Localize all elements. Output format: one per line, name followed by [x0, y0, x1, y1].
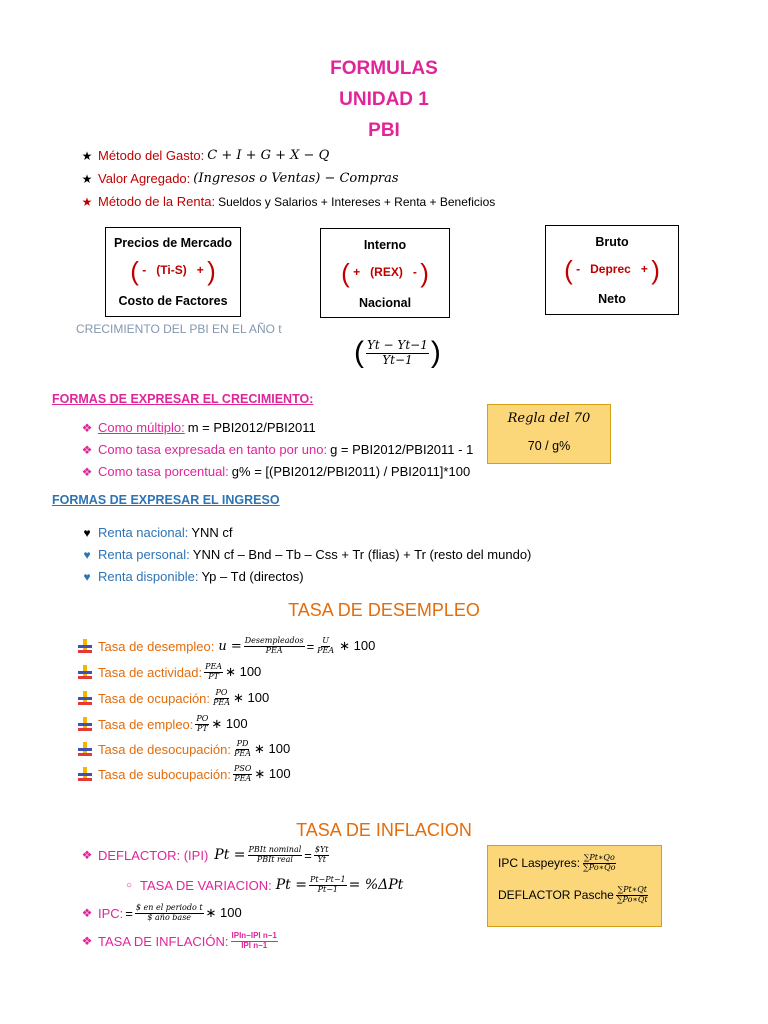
desempleo-item: Tasa de desempleo: u = $\frac{\text{Desempleados}}{\text{PEA}}$ = $\frac{U}{\text{PEA}}$ ∗ 100 — [74, 637, 375, 656]
desempleo-item: Tasa de empleo: $\frac{PO}{PT}$ ∗ 100 — [74, 715, 248, 734]
box-top-label: Precios de Mercado — [113, 236, 233, 250]
arc-left-icon: ( — [130, 256, 139, 286]
heart-icon: ♥ — [83, 547, 91, 562]
pushpin-icon — [78, 665, 92, 679]
star-icon: ★ — [81, 194, 93, 209]
desempleo-item: Tasa de desocupación: $\frac{PD}{\text{PEA}}$ ∗ 100 — [74, 740, 290, 759]
box-bottom-label: Neto — [598, 292, 626, 306]
tasa-inflacion-line: ❖ TASA DE INFLACIÓN: $\frac{\text{IPIn−IPI n−1}}{\text{IPI n−1}}$ — [76, 932, 280, 951]
desempleo-item: Tasa de actividad: $\frac{\text{PEA}}{PT}$ ∗ 100 — [74, 663, 261, 682]
box-middle: ( - Deprec + ) — [564, 255, 660, 285]
star-icon: ★ — [81, 148, 93, 163]
formas-crecimiento-heading: FORMAS DE EXPRESAR EL CRECIMIENTO: — [52, 392, 314, 406]
crecimiento-fraction: $\frac{Yt - Yt-1}{Yt-1}$ — [367, 338, 428, 367]
title-formulas: FORMULAS — [330, 58, 438, 79]
method-formula: (Ingresos o Ventas) − Compras — [193, 171, 399, 186]
diamond-icon: ❖ — [81, 464, 93, 479]
pushpin-icon — [78, 742, 92, 756]
heart-icon: ♥ — [83, 569, 91, 584]
paasche-line: DEFLACTOR Pasche $\frac{\sum Pt∗Qt}{\sum Po∗Qt}$ — [498, 885, 648, 904]
method-gasto — [76, 148, 329, 163]
method-formula: Sueldos y Salarios + Intereses + Renta + Beneficios — [218, 194, 496, 209]
box-top-label: Bruto — [595, 235, 629, 249]
box-bruto-neto — [545, 225, 679, 315]
arc-left-icon: ( — [341, 258, 350, 288]
ingreso-item: ♥ Renta personal: YNN cf – Bnd – Tb – Css + Tr (flias) + Tr (resto del mundo) — [76, 547, 531, 562]
box-bottom-label: Nacional — [358, 296, 412, 310]
method-formula: C + I + G + X − Q — [207, 148, 330, 163]
ingreso-item: ♥ Renta disponible: Yp – Td (directos) — [76, 569, 304, 584]
laspeyres-line: IPC Laspeyres: $\frac{\sum Pt∗Qo}{\sum Po∗Qo}$ — [498, 853, 616, 872]
variacion-line: ○ TASA DE VARIACION: Pt = $\frac{Pt-Pt-1}{Pt-1}$ = %ΔPt — [118, 876, 403, 895]
box-top-label: Interno — [363, 238, 407, 252]
method-label: Método del Gasto: — [98, 148, 205, 163]
diamond-icon: ❖ — [81, 906, 93, 921]
arc-left-icon: ( — [564, 255, 573, 285]
method-label: Método de la Renta: — [98, 194, 216, 209]
circle-bullet-icon: ○ — [125, 879, 133, 891]
box-interno-nacional — [320, 228, 450, 318]
formas-ingreso-heading: FORMAS DE EXPRESAR EL INGRESO — [52, 493, 280, 507]
star-icon: ★ — [81, 171, 93, 186]
diamond-icon: ❖ — [81, 442, 93, 457]
ingreso-item: ♥ Renta nacional: YNN cf — [76, 525, 233, 540]
method-label: Valor Agregado: — [98, 171, 191, 186]
arc-right-icon: ) — [651, 255, 660, 285]
pushpin-icon — [78, 691, 92, 705]
box-middle: ( + (REX) - ) — [341, 258, 429, 288]
box-mercado-factores — [105, 227, 241, 317]
arc-right-icon: ) — [207, 256, 216, 286]
pushpin-icon — [78, 767, 92, 781]
pushpin-icon — [78, 717, 92, 731]
heart-icon: ♥ — [83, 525, 91, 540]
crec-item: ❖ Como tasa porcentual: g% = [(PBI2012/PBI2011) / PBI2011]*100 — [76, 464, 470, 479]
pushpin-icon — [78, 639, 92, 653]
crec-item: ❖ Como tasa expresada en tanto por uno: g = PBI2012/PBI2011 - 1 — [76, 442, 473, 457]
desempleo-heading: TASA DE DESEMPLEO — [288, 600, 480, 620]
ipc-line: ❖ IPC: = $\frac{\text{\$ en el periodo t}}{\text{\$ año base}}$ ∗ 100 — [76, 904, 242, 923]
diamond-icon: ❖ — [81, 934, 93, 949]
arc-right-icon: ) — [420, 258, 429, 288]
desempleo-item: Tasa de subocupación: $\frac{\text{PSO}}{\text{PEA}}$ ∗ 100 — [74, 765, 291, 784]
crec-item: ❖ Como múltiplo: m = PBI2012/PBI2011 — [76, 420, 316, 435]
desempleo-item: Tasa de ocupación: $\frac{PO}{\text{PEA}}$ ∗ 100 — [74, 689, 269, 708]
diamond-icon: ❖ — [81, 420, 93, 435]
method-renta — [76, 194, 495, 209]
method-valor-agregado — [76, 171, 399, 186]
crecimiento-formula: ( $\frac{Yt - Yt-1}{Yt-1}$ ) — [354, 336, 441, 369]
indices-box — [487, 845, 662, 927]
regla-70-box: Regla del 70 70 / g% — [487, 404, 611, 464]
box-middle: ( - (Ti-S) + ) — [130, 256, 216, 286]
deflactor-line: ❖ DEFLACTOR: (IPI) Pt = $\frac{\text{PBIt nominal}}{\text{PBIt real}}$ = $\frac{\$Yt}{Yt}$ — [76, 846, 331, 865]
title-pbi: PBI — [368, 120, 400, 141]
title-unidad: UNIDAD 1 — [339, 89, 429, 110]
box-bottom-label: Costo de Factores — [118, 294, 228, 308]
crecimiento-heading: CRECIMIENTO DEL PBI EN EL AÑO t — [76, 322, 282, 336]
diamond-icon: ❖ — [81, 848, 93, 863]
inflacion-heading: TASA DE INFLACION — [296, 820, 472, 840]
